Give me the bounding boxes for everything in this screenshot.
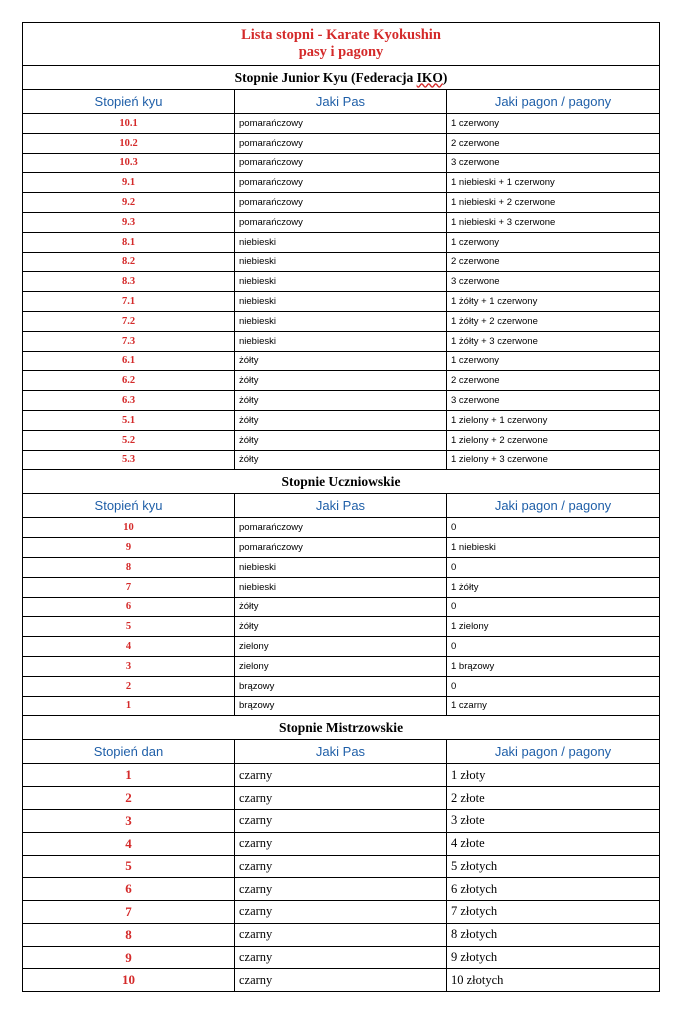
stripe-cell: 1 czerwony — [447, 232, 660, 252]
stripe-cell: 3 czerwone — [447, 153, 660, 173]
title-row — [23, 23, 660, 66]
stripe-cell: 1 niebieski — [447, 538, 660, 558]
rank-cell: 10.1 — [23, 114, 235, 134]
rank-cell: 7.1 — [23, 292, 235, 312]
table-row — [23, 878, 660, 901]
stripe-cell: 2 czerwone — [447, 252, 660, 272]
table-row — [23, 538, 660, 558]
stripe-cell: 10 złotych — [447, 969, 660, 992]
belt-cell: niebieski — [235, 311, 447, 331]
table-row — [23, 153, 660, 173]
belt-cell: niebieski — [235, 232, 447, 252]
rank-cell: 10 — [23, 969, 235, 992]
belt-cell: czarny — [235, 809, 447, 832]
rank-cell: 9.1 — [23, 173, 235, 193]
table-row — [23, 114, 660, 134]
rank-cell: 8 — [23, 923, 235, 946]
stripe-cell: 0 — [447, 518, 660, 538]
stripe-cell: 4 złote — [447, 832, 660, 855]
belt-cell: żółty — [235, 597, 447, 617]
section-heading-abbr: IKO — [416, 69, 443, 85]
rank-cell: 2 — [23, 787, 235, 810]
belt-cell: żółty — [235, 351, 447, 371]
belt-cell: niebieski — [235, 557, 447, 577]
belt-cell: żółty — [235, 410, 447, 430]
belt-cell: pomarańczowy — [235, 114, 447, 134]
stripe-cell: 9 złotych — [447, 946, 660, 969]
rank-cell: 5 — [23, 617, 235, 637]
belt-cell: czarny — [235, 855, 447, 878]
stripe-cell: 2 czerwone — [447, 133, 660, 153]
section-heading-row — [23, 716, 660, 740]
section-heading-text: Stopnie Uczniowskie — [281, 473, 401, 489]
rank-cell: 5.1 — [23, 410, 235, 430]
stripe-cell: 1 zielony + 3 czerwone — [447, 450, 660, 470]
rank-cell: 9 — [23, 538, 235, 558]
rank-cell: 7 — [23, 901, 235, 924]
belt-cell: żółty — [235, 617, 447, 637]
rank-cell: 7.3 — [23, 331, 235, 351]
rank-cell: 5.2 — [23, 430, 235, 450]
section-heading-text: Stopnie Junior Kyu (Federacja — [234, 69, 417, 85]
table-row — [23, 450, 660, 470]
rank-cell: 9 — [23, 946, 235, 969]
belt-cell: zielony — [235, 656, 447, 676]
column-header: Stopień dan — [23, 740, 235, 764]
table-row — [23, 696, 660, 716]
table-row — [23, 969, 660, 992]
stripe-cell: 1 niebieski + 1 czerwony — [447, 173, 660, 193]
belt-cell: żółty — [235, 430, 447, 450]
table-row — [23, 597, 660, 617]
table-row — [23, 252, 660, 272]
rank-cell: 1 — [23, 764, 235, 787]
table-row — [23, 133, 660, 153]
table-row — [23, 292, 660, 312]
stripe-cell: 0 — [447, 676, 660, 696]
stripe-cell: 1 czarny — [447, 696, 660, 716]
stripe-cell: 2 czerwone — [447, 371, 660, 391]
belt-cell: żółty — [235, 371, 447, 391]
stripe-cell: 1 złoty — [447, 764, 660, 787]
section-heading-text: Stopnie Mistrzowskie — [278, 719, 404, 735]
rank-cell: 1 — [23, 696, 235, 716]
belt-cell: niebieski — [235, 331, 447, 351]
stripe-cell: 5 złotych — [447, 855, 660, 878]
table-row — [23, 656, 660, 676]
rank-cell: 7 — [23, 577, 235, 597]
rank-cell: 6.2 — [23, 371, 235, 391]
table-row — [23, 518, 660, 538]
table-row — [23, 391, 660, 411]
section-heading-row — [23, 470, 660, 494]
column-header: Jaki pagon / pagony — [447, 740, 660, 764]
belt-cell: czarny — [235, 764, 447, 787]
stripe-cell: 1 niebieski + 2 czerwone — [447, 193, 660, 213]
stripe-cell: 0 — [447, 597, 660, 617]
stripe-cell: 1 niebieski + 3 czerwone — [447, 212, 660, 232]
stripe-cell: 7 złotych — [447, 901, 660, 924]
section-heading — [23, 66, 660, 90]
belt-cell: czarny — [235, 878, 447, 901]
belt-cell: pomarańczowy — [235, 212, 447, 232]
column-header: Jaki Pas — [235, 494, 447, 518]
table-row — [23, 272, 660, 292]
belt-cell: brązowy — [235, 696, 447, 716]
stripe-cell: 3 czerwone — [447, 391, 660, 411]
table-row — [23, 577, 660, 597]
table-row — [23, 923, 660, 946]
stripe-cell: 2 złote — [447, 787, 660, 810]
rank-cell: 5 — [23, 855, 235, 878]
stripe-cell: 1 czerwony — [447, 114, 660, 134]
rank-cell: 10.2 — [23, 133, 235, 153]
belt-cell: niebieski — [235, 577, 447, 597]
column-header-row — [23, 740, 660, 764]
column-header: Jaki Pas — [235, 90, 447, 114]
section-heading — [23, 716, 660, 740]
belt-cell: czarny — [235, 923, 447, 946]
belt-cell: czarny — [235, 787, 447, 810]
section-heading-end: ) — [442, 69, 448, 85]
stripe-cell: 1 żółty — [447, 577, 660, 597]
title-cell — [23, 23, 660, 66]
belt-cell: niebieski — [235, 272, 447, 292]
table-row — [23, 764, 660, 787]
column-header: Jaki Pas — [235, 740, 447, 764]
belt-cell: pomarańczowy — [235, 518, 447, 538]
belt-cell: pomarańczowy — [235, 133, 447, 153]
rank-cell: 8 — [23, 557, 235, 577]
table-row — [23, 430, 660, 450]
table-row — [23, 311, 660, 331]
table-row — [23, 676, 660, 696]
belt-cell: pomarańczowy — [235, 538, 447, 558]
column-header: Jaki pagon / pagony — [447, 494, 660, 518]
belt-cell: czarny — [235, 946, 447, 969]
table-row — [23, 557, 660, 577]
belt-cell: niebieski — [235, 252, 447, 272]
rank-cell: 6 — [23, 878, 235, 901]
table-row — [23, 901, 660, 924]
section-heading — [23, 470, 660, 494]
stripe-cell: 1 czerwony — [447, 351, 660, 371]
rank-cell: 6.3 — [23, 391, 235, 411]
table-row — [23, 809, 660, 832]
stripe-cell: 1 zielony — [447, 617, 660, 637]
stripe-cell: 6 złotych — [447, 878, 660, 901]
table-row — [23, 410, 660, 430]
belt-cell: zielony — [235, 637, 447, 657]
table-row — [23, 212, 660, 232]
belt-cell: pomarańczowy — [235, 153, 447, 173]
stripe-cell: 3 złote — [447, 809, 660, 832]
column-header: Stopień kyu — [23, 90, 235, 114]
rank-cell: 4 — [23, 832, 235, 855]
column-header: Jaki pagon / pagony — [447, 90, 660, 114]
belt-cell: żółty — [235, 450, 447, 470]
rank-cell: 4 — [23, 637, 235, 657]
stripe-cell: 3 czerwone — [447, 272, 660, 292]
table-row — [23, 855, 660, 878]
stripe-cell: 1 żółty + 1 czerwony — [447, 292, 660, 312]
stripe-cell: 1 zielony + 2 czerwone — [447, 430, 660, 450]
section-heading-row — [23, 66, 660, 90]
table-row — [23, 832, 660, 855]
belt-cell: czarny — [235, 901, 447, 924]
stripe-cell: 1 żółty + 3 czerwone — [447, 331, 660, 351]
rank-cell: 8.3 — [23, 272, 235, 292]
table-row — [23, 946, 660, 969]
belt-cell: pomarańczowy — [235, 193, 447, 213]
stripe-cell: 1 zielony + 1 czerwony — [447, 410, 660, 430]
rank-cell: 3 — [23, 656, 235, 676]
table-row — [23, 787, 660, 810]
rank-cell: 9.3 — [23, 212, 235, 232]
column-header-row — [23, 494, 660, 518]
belt-cell: żółty — [235, 391, 447, 411]
stripe-cell: 1 brązowy — [447, 656, 660, 676]
rank-cell: 7.2 — [23, 311, 235, 331]
belt-cell: niebieski — [235, 292, 447, 312]
belt-cell: brązowy — [235, 676, 447, 696]
rank-cell: 8.1 — [23, 232, 235, 252]
document-subtitle: pasy i pagony — [298, 44, 384, 60]
rank-cell: 8.2 — [23, 252, 235, 272]
rank-cell: 10.3 — [23, 153, 235, 173]
stripe-cell: 0 — [447, 557, 660, 577]
belt-cell: pomarańczowy — [235, 173, 447, 193]
table-row — [23, 193, 660, 213]
table-row — [23, 637, 660, 657]
stripe-cell: 0 — [447, 637, 660, 657]
belt-cell: czarny — [235, 969, 447, 992]
table-row — [23, 173, 660, 193]
ranks-table — [22, 22, 660, 992]
table-row — [23, 331, 660, 351]
belt-cell: czarny — [235, 832, 447, 855]
rank-cell: 5.3 — [23, 450, 235, 470]
table-row — [23, 351, 660, 371]
rank-cell: 10 — [23, 518, 235, 538]
table-row — [23, 371, 660, 391]
table-row — [23, 617, 660, 637]
document-title: Lista stopni - Karate Kyokushin — [241, 27, 441, 43]
rank-cell: 9.2 — [23, 193, 235, 213]
rank-cell: 6.1 — [23, 351, 235, 371]
rank-cell: 2 — [23, 676, 235, 696]
column-header-row — [23, 90, 660, 114]
rank-cell: 6 — [23, 597, 235, 617]
column-header: Stopień kyu — [23, 494, 235, 518]
stripe-cell: 1 żółty + 2 czerwone — [447, 311, 660, 331]
rank-cell: 3 — [23, 809, 235, 832]
stripe-cell: 8 złotych — [447, 923, 660, 946]
table-row — [23, 232, 660, 252]
